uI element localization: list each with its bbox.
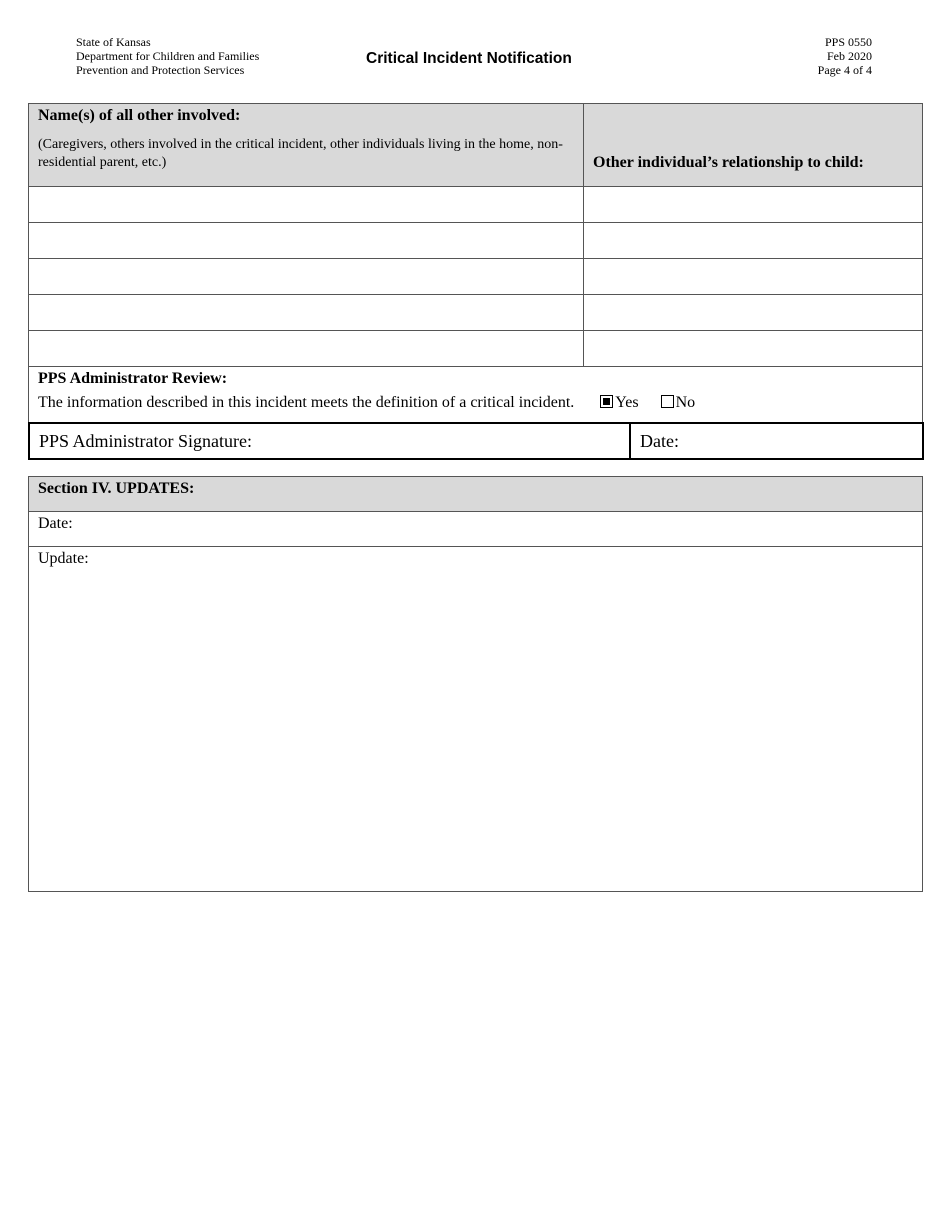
review-statement: The information described in this incident meets the definition of a critical incident. <box>38 394 575 411</box>
admin-review-cell <box>29 367 923 424</box>
review-heading: PPS Administrator Review: <box>38 370 228 387</box>
name-field[interactable] <box>29 259 584 295</box>
signature-table <box>28 422 924 460</box>
form-title: Critical Incident Notification <box>366 50 572 67</box>
table-row <box>29 295 923 331</box>
table-row <box>29 223 923 259</box>
checkbox-empty-icon <box>661 395 674 408</box>
agency-line: State of Kansas <box>76 35 151 49</box>
name-field[interactable] <box>29 223 584 259</box>
no-label: No <box>675 394 696 411</box>
relationship-field[interactable] <box>584 295 923 331</box>
yes-label: Yes <box>615 394 639 411</box>
form-number: PPS 0550 <box>824 35 872 49</box>
relationship-field[interactable] <box>584 259 923 295</box>
names-heading: Name(s) of all other involved: <box>38 107 241 124</box>
update-date-field[interactable]: Date: <box>29 512 923 547</box>
review-statement-line <box>38 393 913 413</box>
yes-checkbox[interactable] <box>600 393 638 413</box>
names-subtext: (Caregivers, others involved in the critical incident, other individuals living in the home, non-residential parent, etc.) <box>38 137 563 170</box>
agency-header <box>76 35 259 77</box>
table-row <box>29 331 923 367</box>
name-field[interactable] <box>29 187 584 223</box>
relationship-field[interactable] <box>584 223 923 259</box>
relationship-heading: Other individual’s relationship to child: <box>584 104 923 187</box>
relationship-field[interactable] <box>584 331 923 367</box>
updates-heading: Section IV. UPDATES: <box>29 477 923 512</box>
others-involved-table <box>28 103 923 424</box>
names-header-cell <box>29 104 584 187</box>
no-checkbox[interactable] <box>661 393 696 413</box>
updates-table <box>28 476 923 892</box>
name-field[interactable] <box>29 295 584 331</box>
agency-line: Prevention and Protection Services <box>76 63 245 77</box>
signature-field[interactable]: PPS Administrator Signature: <box>29 423 630 459</box>
table-row <box>29 259 923 295</box>
page-number: Page 4 of 4 <box>817 63 872 77</box>
form-info <box>818 35 872 77</box>
checkbox-checked-icon <box>600 395 613 408</box>
table-row <box>29 187 923 223</box>
form-date: Feb 2020 <box>827 49 872 63</box>
relationship-field[interactable] <box>584 187 923 223</box>
update-text-field[interactable]: Update: <box>29 547 923 892</box>
signature-date-field[interactable]: Date: <box>630 423 923 459</box>
name-field[interactable] <box>29 331 584 367</box>
agency-line: Department for Children and Families <box>76 49 260 63</box>
